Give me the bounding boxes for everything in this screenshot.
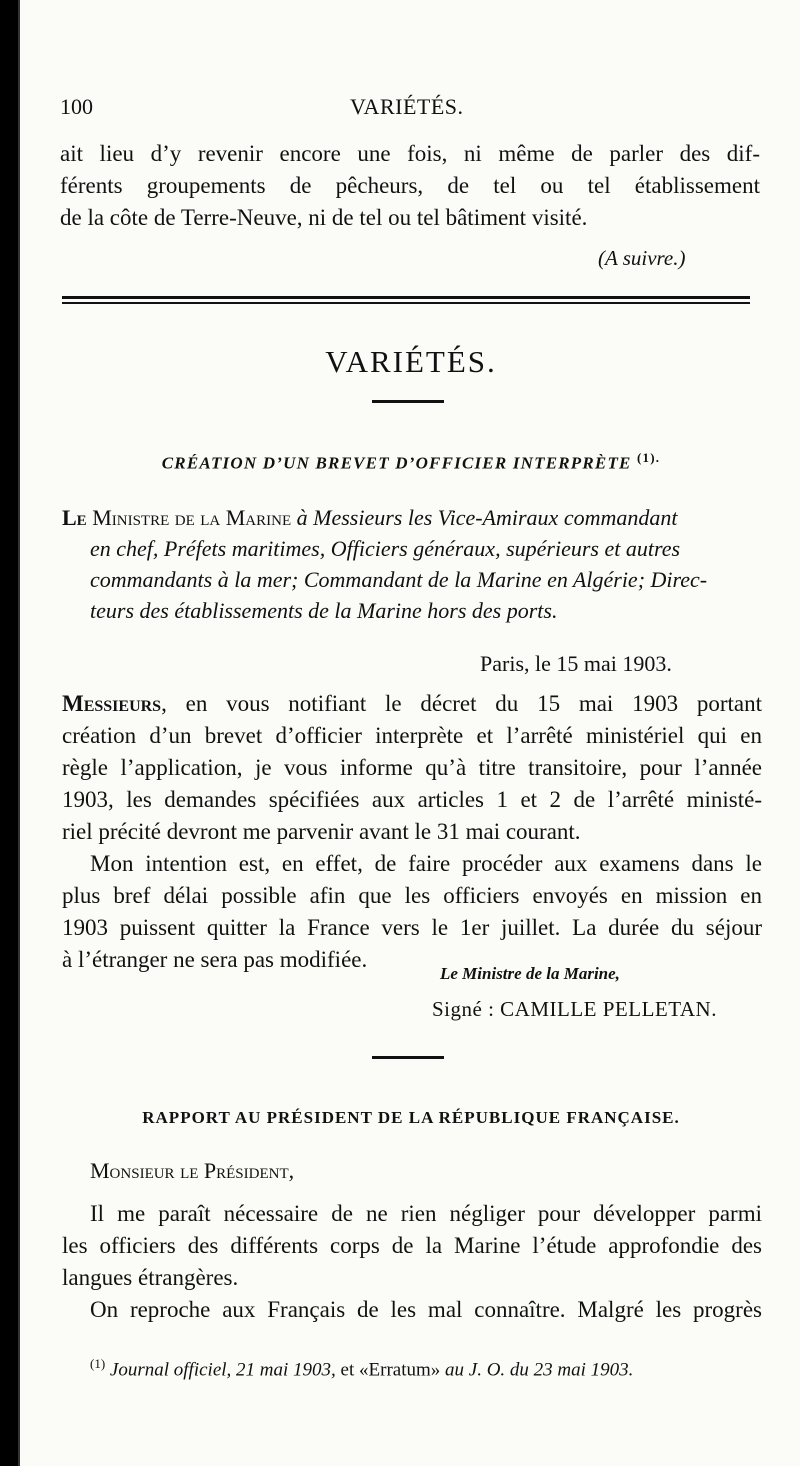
text-line: Mon intention est, en effet, de faire procéder aux examens dans le xyxy=(90,851,762,876)
continuation-paragraph xyxy=(60,138,760,234)
address-line: teurs des établissements de la Marine hors des ports. xyxy=(90,598,558,623)
signature-title: Le Ministre de la Marine, xyxy=(440,964,620,983)
a-suivre: (A suivre.) xyxy=(598,246,686,270)
footnote xyxy=(90,1356,633,1381)
address-recipients: à Messieurs les Vice-Amiraux commandant xyxy=(296,505,678,530)
address-ministre: Ministre de la Marine xyxy=(92,505,292,530)
text-line: règle l’application, je vous informe qu’à titre transitoire, pour l’année xyxy=(62,755,762,780)
text-line: riel précité devront me parvenir avant le 31 mai courant. xyxy=(62,819,581,844)
section-title: VARIÉTÉS. xyxy=(325,344,497,379)
text-line: les officiers des différents corps de la Marine l’étude approfondie des xyxy=(62,1233,762,1258)
text-line: Il me paraît nécessaire de ne rien négliger pour développer parmi xyxy=(90,1201,762,1226)
text-line: de la côte de Terre-Neuve, ni de tel ou tel bâtiment visité. xyxy=(60,205,588,230)
text-line: 1903, les demandes spécifiées aux articles 1 et 2 de l’arrêté ministé- xyxy=(62,787,762,812)
footnote-reference: (1). xyxy=(637,450,661,465)
rapport-paragraph-2 xyxy=(62,1294,762,1326)
text-line xyxy=(62,688,762,720)
section-divider xyxy=(62,296,750,299)
address-line: en chef, Préfets maritimes, Officiers généraux, supérieurs et autres xyxy=(90,536,681,561)
letter-paragraph-1 xyxy=(62,688,762,848)
article-title-text: CRÉATION D’UN BREVET D’OFFICIER INTERPRÈTE xyxy=(161,453,632,473)
letter-paragraph-2 xyxy=(62,848,762,976)
address-line xyxy=(62,502,762,533)
address-line: commandants à la mer; Commandant de la Marine en Algérie; Direc- xyxy=(90,567,708,592)
signature: Signé : CAMILLE PELLETAN. xyxy=(432,997,717,1021)
rapport-paragraph-1 xyxy=(62,1198,762,1294)
book-page xyxy=(18,0,800,1466)
letter-salutation: Messieurs xyxy=(62,691,162,716)
footnote-rest: au J. O. du 23 mai 1903. xyxy=(445,1359,634,1381)
text-line: 1903 puissent quitter la France vers le 1er juillet. La durée du séjour xyxy=(62,915,762,940)
text-line: On reproche aux Français de les mal connaître. Malgré les progrès xyxy=(90,1297,762,1322)
rapport-salutation: Monsieur le Président, xyxy=(90,1158,295,1183)
section-separator xyxy=(372,1056,444,1059)
page-number: 100 xyxy=(60,94,93,119)
page-header xyxy=(60,94,760,122)
address-block xyxy=(62,502,762,626)
footnote-mark: (1) xyxy=(90,1356,106,1371)
text-line: langues étrangères. xyxy=(62,1265,239,1290)
running-title: VARIÉTÉS. xyxy=(350,94,464,119)
title-underline xyxy=(372,400,444,403)
date-line: Paris, le 15 mai 1903. xyxy=(480,651,672,676)
text-line: plus bref délai possible afin que les officiers envoyés en mission en xyxy=(62,883,762,908)
text-line: création d’un brevet d’officier interprète et l’arrêté ministériel qui en xyxy=(62,723,762,748)
text-line: férents groupements de pêcheurs, de tel ou tel établissement xyxy=(60,173,760,198)
text-line: ait lieu d’y revenir encore une fois, ni même de parler des dif- xyxy=(60,141,760,166)
text-fragment: , en vous notifiant le décret du 15 mai 1903 portant xyxy=(161,691,762,716)
text-line: à l’étranger ne sera pas modifiée. xyxy=(62,947,368,972)
footnote-erratum: et «Erratum» xyxy=(335,1359,446,1381)
section-divider-double xyxy=(62,302,750,304)
article-title xyxy=(20,450,800,474)
address-le: Le xyxy=(62,505,87,530)
footnote-journal: Journal officiel, 21 mai 1903, xyxy=(109,1359,336,1381)
rapport-title: RAPPORT AU PRÉSIDENT DE LA RÉPUBLIQUE FRANÇAISE. xyxy=(142,1108,680,1127)
